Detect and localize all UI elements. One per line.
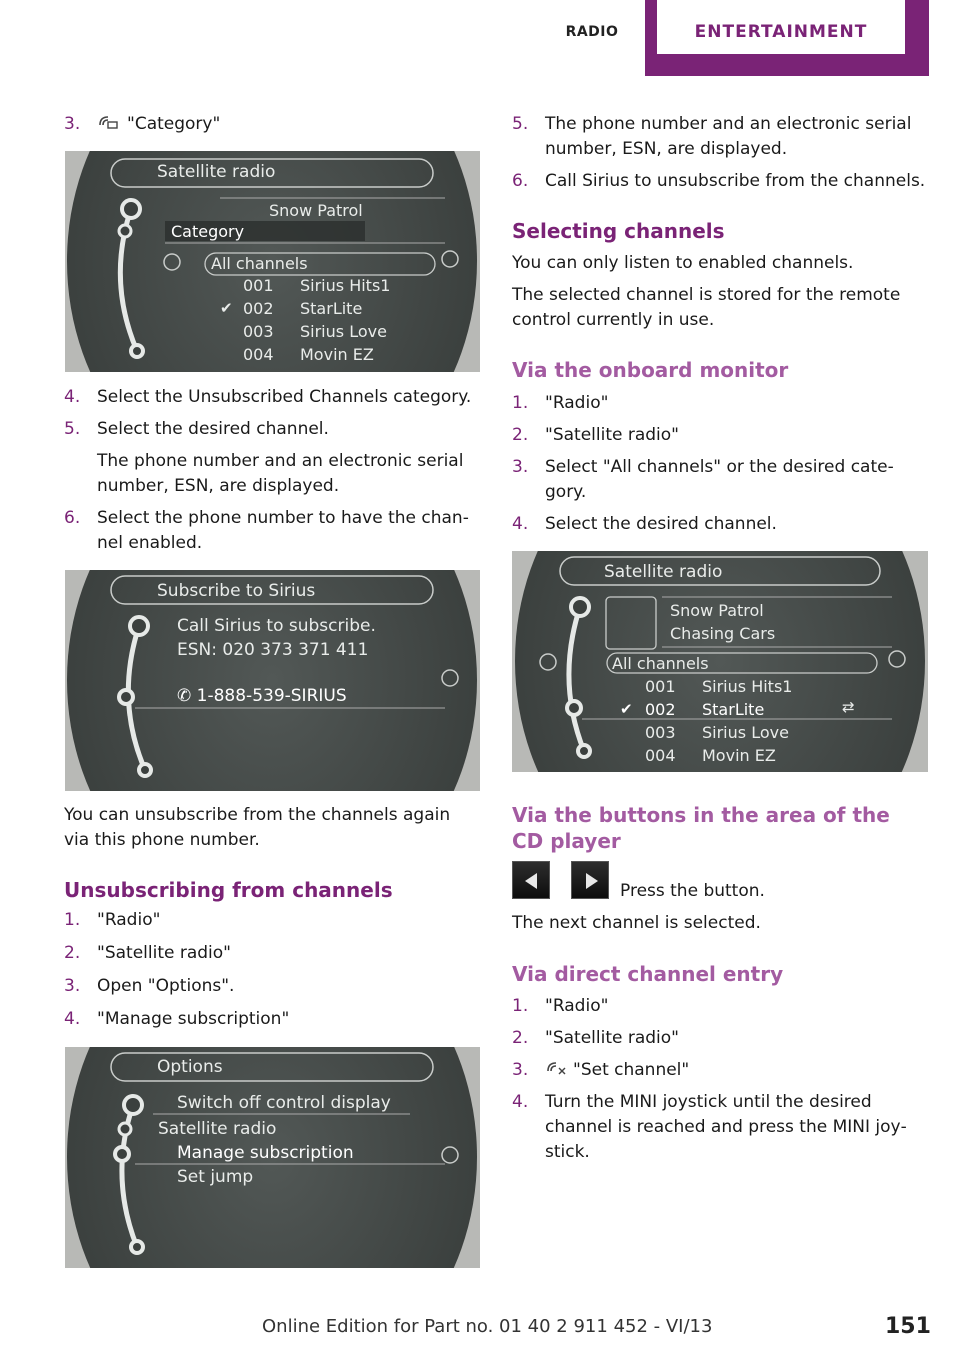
channel-name: Sirius Love [702,723,789,742]
chapter-tab [645,0,929,76]
channel-number: 003 [243,322,274,341]
arrow-left-icon [513,862,551,900]
channel-name: Sirius Love [300,322,387,341]
screen-song: Chasing Cars [670,624,776,643]
list-number: 1. [512,996,529,1016]
channel-number: 004 [645,746,676,765]
menu-item: Set jump [177,1167,254,1187]
list-number: 4. [512,514,529,534]
screen-all-channels: All channels [612,654,709,673]
list-number: 1. [64,910,81,930]
list-text: "Set channel" [545,1058,960,1083]
list-text: Select the phone number to have the chan‐nel enabled. [97,508,469,553]
channel-name: Sirius Hits1 [702,677,793,696]
channel-name: StarLite [702,700,765,719]
heading-selecting-channels: Selecting channels [512,219,725,243]
store-icon: ⇄ [842,698,855,716]
chapter-title: ENTERTAINMENT [657,0,905,54]
list-text: Turn the MINI joystick until the desired channel is reached and press the MINI joy‐stick. [545,1092,907,1162]
list-text: Select "All channels" or the desired cate‐gory. [545,457,894,502]
list-text: Call Sirius to unsubscribe from the channels. [545,171,926,191]
list-text: "Category" [97,112,497,137]
list-text: "Radio" [545,996,609,1016]
page-number: 151 [885,1314,931,1339]
screen-message: Call Sirius to subscribe. [177,616,376,636]
list-number: 3. [64,114,81,134]
list-number: 2. [64,943,81,963]
menu-item-selected: Manage subscription [177,1143,354,1163]
channel-number: 002 [243,299,274,318]
screen-title: Satellite radio [157,162,276,182]
screen-artist: Snow Patrol [670,601,764,620]
list-text: "Satellite radio" [97,943,231,963]
heading-onboard-monitor: Via the onboard monitor [512,358,789,382]
channel-number: 001 [645,677,676,696]
screen-subscribe [65,570,480,791]
list-text: Select the desired channel. [97,419,329,439]
list-text: Select the Unsubscribed Channels category. [97,387,472,407]
paragraph: You can unsubscribe from the channels again via this phone number. [64,805,451,850]
heading-unsubscribing: Unsubscribing from channels [64,878,393,902]
next-channel-button[interactable] [571,861,609,899]
list-text: Open "Options". [97,976,235,996]
list-text: "Satellite radio" [545,425,679,445]
category-icon [97,113,119,131]
paragraph: You can only listen to enabled channels. [512,253,854,273]
channel-number: 002 [645,700,676,719]
menu-item: Switch off control display [177,1093,391,1113]
channel-check: ✔ [220,299,233,317]
screen-title: Subscribe to Sirius [157,581,316,601]
list-number: 5. [512,114,529,134]
list-text: "Satellite radio" [545,1028,679,1048]
set-channel-icon [545,1059,567,1077]
list-number: 1. [512,393,529,413]
list-subtext: The phone number and an electronic serial number, ESN, are displayed. [97,451,464,496]
paragraph: The selected channel is stored for the remote control currently in use. [512,285,901,330]
list-number: 4. [64,1009,81,1029]
channel-name: StarLite [300,299,363,318]
footer-edition: Online Edition for Part no. 01 40 2 911 452 - VI/13 [262,1316,713,1337]
arrow-right-icon [572,862,610,900]
list-number: 3. [512,1060,529,1080]
channel-number: 003 [645,723,676,742]
channel-name: Movin EZ [702,746,776,765]
paragraph: The next channel is selected. [512,913,761,933]
previous-channel-button[interactable] [512,861,550,899]
channel-name: Sirius Hits1 [300,276,391,295]
list-number: 2. [512,1028,529,1048]
list-number: 6. [512,171,529,191]
screen-satellite-radio [512,551,928,772]
paragraph: Press the button. [620,881,765,901]
channel-name: Movin EZ [300,345,374,364]
screen-category [65,151,480,372]
phone-icon: ✆ [177,686,197,706]
screen-title: Satellite radio [604,562,723,582]
list-number: 3. [512,457,529,477]
list-number: 3. [64,976,81,996]
list-text: "Radio" [97,910,161,930]
menu-item: Satellite radio [158,1119,277,1139]
channel-number: 001 [243,276,274,295]
list-text: "Manage subscription" [97,1009,290,1029]
screen-all-channels: All channels [211,254,308,273]
channel-number: 004 [243,345,274,364]
screen-title: Options [157,1057,223,1077]
screen-background [65,570,480,791]
screen-esn: ESN: 020 373 371 411 [177,640,369,660]
list-text: The phone number and an electronic serial number, ESN, are displayed. [545,114,912,159]
list-number: 4. [512,1092,529,1112]
list-number: 4. [64,387,81,407]
heading-direct-entry: Via direct channel entry [512,962,784,986]
list-number: 2. [512,425,529,445]
channel-check: ✔ [620,700,633,718]
heading-cd-buttons: Via the buttons in the area of the CD player [512,803,890,853]
list-text: "Radio" [545,393,609,413]
header-section-label: RADIO [565,24,619,40]
screen-phone-number: ✆ 1-888-539-SIRIUS [177,686,347,706]
list-text: Select the desired channel. [545,514,777,534]
screen-selected-item: Category [171,222,245,241]
screen-item: Snow Patrol [269,201,363,220]
list-number: 5. [64,419,81,439]
list-number: 6. [64,508,81,528]
screen-options [65,1047,480,1268]
